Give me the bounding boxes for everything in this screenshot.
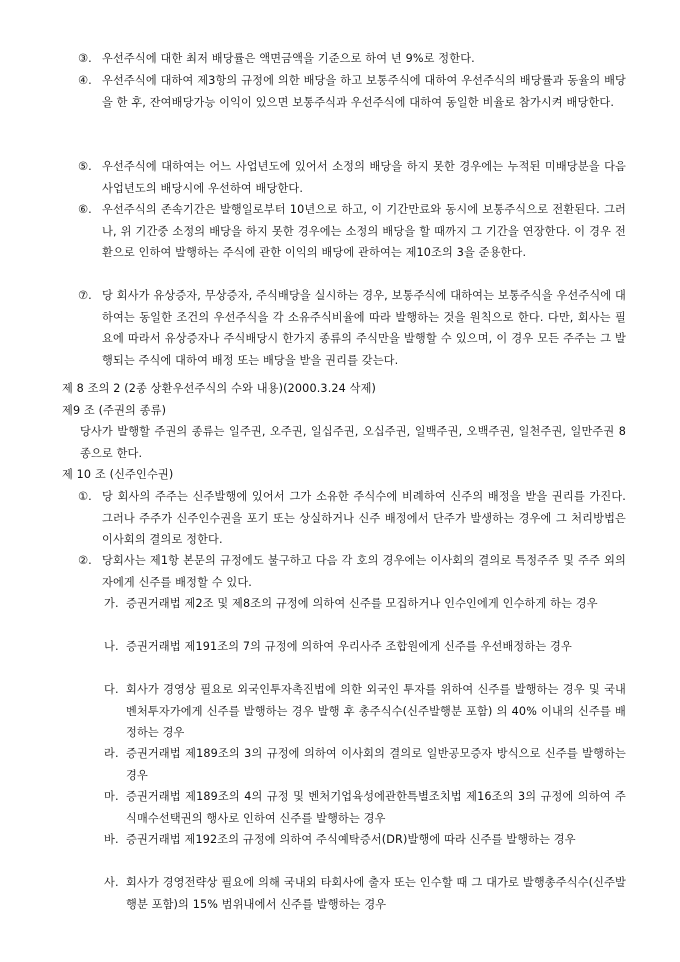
clause-number: ②. [78, 554, 92, 567]
article10-sub-item-ma [104, 786, 626, 829]
sub-item-number: 마. [104, 790, 119, 803]
clause-number: ③. [78, 52, 92, 65]
article8-clause-6 [78, 199, 626, 264]
article10-sub-item-sa [104, 872, 626, 915]
clause-number: ⑤. [78, 160, 92, 173]
article10-sub-item-ba [104, 829, 626, 851]
article9-body: 당사가 발행할 주권의 종류는 일주권, 오주권, 일십주권, 오십주권, 일백주권, 오백주권, 일천주권, 일만주권 8종으로 한다. [80, 425, 626, 460]
clause-text: 우선주식에 대한 최저 배당률은 액면금액을 기준으로 하여 년 9%로 정한다. [102, 52, 475, 65]
clause-number: ④. [78, 74, 92, 87]
clause-number: ⑥. [78, 203, 92, 216]
sub-item-text: 증권거래법 제192조의 규정에 의하여 주식예탁증서(DR)발행에 따라 신주를 발행하는 경우 [126, 833, 576, 846]
sub-item-text: 증권거래법 제2조 및 제8조의 규정에 의하여 신주를 모집하거나 인수인에게 인수하게 하는 경우 [126, 597, 598, 610]
article10-sub-item-ra [104, 743, 626, 786]
sub-item-number: 나. [104, 640, 119, 653]
article10-clause-2 [78, 550, 626, 593]
article10-sub-item-da [104, 679, 626, 744]
sub-item-number: 라. [104, 747, 119, 760]
sub-item-text: 회사가 경영상 필요로 외국인투자촉진법에 의한 외국인 투자를 위하여 신주를 발행하는 경우 및 국내 벤처투자가에게 신주를 발행하는 경우 발행 후 총주식수(신주발행분 포함) 의 40% 이내의 신주를 배정하는 경우 [126, 683, 626, 739]
article8-clause-5 [78, 156, 626, 199]
sub-item-text: 증권거래법 제189조의 4의 규정 및 벤처기업육성에관한특별조치법 제16조의 3의 규정에 의하여 주식매수선택권의 행사로 인하여 신주를 발행하는 경우 [126, 790, 626, 825]
clause-number: ①. [78, 490, 92, 503]
article10-sub-item-na [104, 636, 626, 658]
sub-item-text: 회사가 경영전략상 필요에 의해 국내외 타회사에 출자 또는 인수할 때 그 대가로 발행총주식수(신주발행분 포함)의 15% 범위내에서 신주를 발행하는 경우 [126, 876, 626, 911]
clause-text: 우선주식의 존속기간은 발행일로부터 10년으로 하고, 이 기간만료와 동시에 보통주식으로 전환된다. 그러나, 위 기간중 소정의 배당을 하지 못한 경우에는 소정의 배당을 할 때까지 그 기간을 연장한다. 이 경우 전환으로 인하여 발행하는 주식에 관한 이익의 배당에 관하여는 제10조의 3을 준용한다. [102, 203, 626, 259]
clause-text: 우선주식에 대하여 제3항의 규정에 의한 배당을 하고 보통주식에 대하여 우선주식의 배당률과 동율의 배당을 한 후, 잔여배당가능 이익이 있으면 보통주식과 우선주식에 대하여 동일한 비율로 참가시켜 배당한다. [102, 74, 626, 109]
article10-clause-1 [78, 486, 626, 551]
clause-text: 당회사는 제1항 본문의 규정에도 불구하고 다음 각 호의 경우에는 이사회의 결의로 특정주주 및 주주 외의 자에게 신주를 배정할 수 있다. [102, 554, 626, 589]
clause-number: ⑦. [78, 289, 92, 302]
article8-2-title: 제 8 조의 2 (2종 상환우선주식의 수와 내용)(2000.3.24 삭제) [62, 382, 377, 395]
article10-title: 제 10 조 (신주인수권) [62, 468, 174, 481]
sub-item-text: 증권거래법 제189조의 3의 규정에 의하여 이사회의 결의로 일반공모증자 방식으로 신주를 발행하는 경우 [126, 747, 626, 782]
clause-text: 우선주식에 대하여는 어느 사업년도에 있어서 소정의 배당을 하지 못한 경우에는 누적된 미배당분을 다음 사업년도의 배당시에 우선하여 배당한다. [102, 160, 626, 195]
clause-text: 당 회사가 유상증자, 무상증자, 주식배당을 실시하는 경우, 보통주식에 대하여는 보통주식을 우선주식에 대하여는 동일한 조건의 우선주식을 각 소유주식비율에 따라 발행하는 것을 원칙으로 한다. 다만, 회사는 필요에 따라서 유상증자나 주식배당시 한가지 종류의 주식만을 발행할 수 있으며, 이 경우 모든 주주는 그 발행되는 주식에 대하여 배정 또는 배당을 받을 권리를 갖는다. [102, 289, 626, 367]
sub-item-number: 다. [104, 683, 119, 696]
sub-item-number: 사. [104, 876, 119, 889]
sub-item-number: 가. [104, 597, 119, 610]
article10-sub-item-ga [104, 593, 626, 615]
clause-text: 당 회사의 주주는 신주발행에 있어서 그가 소유한 주식수에 비례하여 신주의 배정을 받을 권리를 가진다. 그러나 주주가 신주인수권을 포기 또는 상실하거나 신주 배정에서 단주가 발생하는 경우에 그 처리방법은 이사회의 결의로 정한다. [102, 490, 626, 546]
article8-clause-3 [78, 48, 626, 70]
sub-item-text: 증권거래법 제191조의 7의 규정에 의하여 우리사주 조합원에게 신주를 우선배정하는 경우 [126, 640, 572, 653]
article8-clause-4 [78, 70, 626, 113]
article9-title: 제9 조 (주권의 종류) [62, 404, 167, 417]
sub-item-number: 바. [104, 833, 119, 846]
article8-clause-7 [78, 285, 626, 371]
